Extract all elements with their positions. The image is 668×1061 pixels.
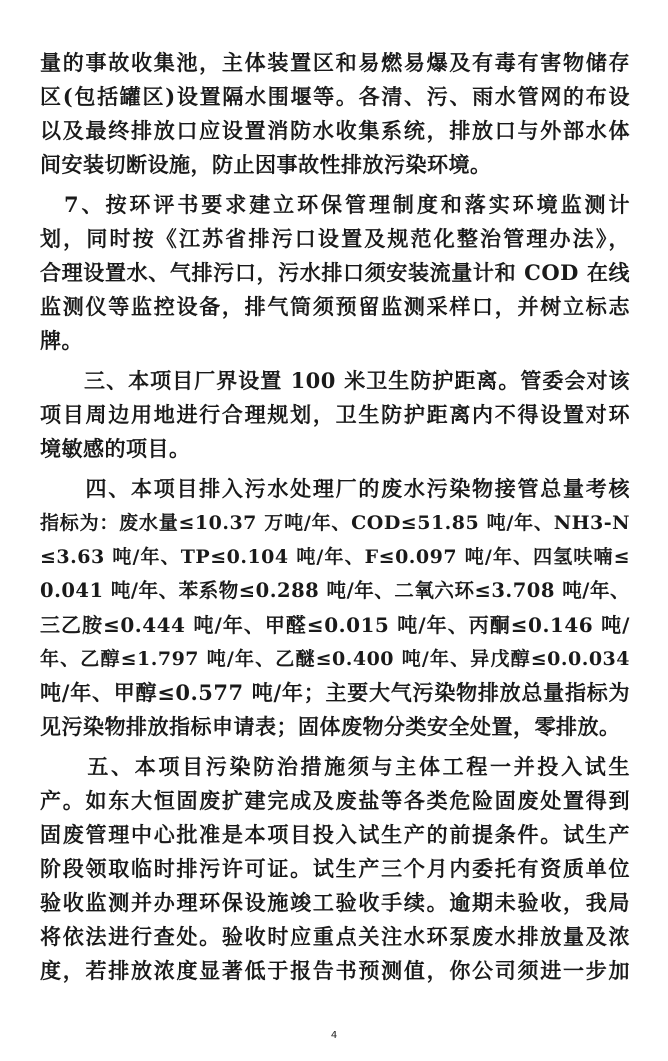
text-line: 三乙胺≤0.444 吨/年、甲醛≤0.015 吨/年、丙酮≤0.146 吨/ <box>40 613 630 637</box>
text-line: 阶段领取临时排污许可证。试生产三个月内委托有资质单位 <box>40 856 630 881</box>
text-line: 划，同时按《江苏省排污口设置及规范化整治管理办法》， <box>40 226 630 251</box>
text-line: 间安装切断设施，防止因事故性排放污染环境。 <box>40 152 492 177</box>
text-line: 指标为：废水量≤10.37 万吨/年、COD≤51.85 吨/年、NH3-N <box>40 512 630 534</box>
text-line: 固废管理中心批准是本项目投入试生产的前提条件。试生产 <box>40 822 630 847</box>
paragraph <box>40 364 630 466</box>
text-line: 吨/年、甲醇≤0.577 吨/年；主要大气污染物排放总量指标为 <box>40 680 630 705</box>
paragraph <box>40 46 630 182</box>
text-line: 见污染物排放指标申请表；固体废物分类安全处置，零排放。 <box>40 714 621 739</box>
text-line: 量的事故收集池，主体装置区和易燃易爆及有毒有害物储存 <box>40 50 630 75</box>
page-number: 4 <box>330 1030 338 1041</box>
text-line: 0.041 吨/年、苯系物≤0.288 吨/年、二氧六环≤3.708 吨/年、 <box>40 579 630 602</box>
text-line: 五、本项目污染防治措施须与主体工程一并投入试生 <box>40 754 630 779</box>
document-page <box>40 46 630 988</box>
text-line: 牌。 <box>40 328 83 353</box>
text-line: 以及最终排放口应设置消防水收集系统，排放口与外部水体 <box>40 118 630 143</box>
text-line: 7、按环评书要求建立环保管理制度和落实环境监测计 <box>40 192 630 217</box>
paragraph <box>40 188 630 358</box>
text-line: 四、本项目排入污水处理厂的废水污染物接管总量考核 <box>40 476 630 501</box>
text-line: 产。如东大恒固废扩建完成及废盐等各类危险固废处置得到 <box>40 788 630 813</box>
text-line: 合理设置水、气排污口，污水排口须安装流量计和 COD 在线 <box>40 260 630 285</box>
text-line: 验收监测并办理环保设施竣工验收手续。逾期未验收，我局 <box>40 890 630 915</box>
text-line: 年、乙醇≤1.797 吨/年、乙醚≤0.400 吨/年、异戊醇≤0.0.034 <box>40 648 630 670</box>
text-line: 监测仪等监控设备，排气筒须预留监测采样口，并树立标志 <box>40 294 630 319</box>
text-line: 境敏感的项目。 <box>40 436 191 461</box>
text-line: 区(包括罐区)设置隔水围堰等。各清、污、雨水管网的布设 <box>40 84 630 109</box>
text-line: 三、本项目厂界设置 100 米卫生防护距离。管委会对该 <box>40 368 630 393</box>
text-line: 度，若排放浓度显著低于报告书预测值，你公司须进一步加 <box>40 958 630 983</box>
paragraph <box>40 472 630 744</box>
text-line: ≤3.63 吨/年、TP≤0.104 吨/年、F≤0.097 吨/年、四氢呋喃≤ <box>40 546 630 568</box>
text-line: 将依法进行查处。验收时应重点关注水环泵废水排放量及浓 <box>40 924 630 949</box>
text-line: 项目周边用地进行合理规划，卫生防护距离内不得设置对环 <box>40 402 630 427</box>
paragraph <box>40 750 630 988</box>
